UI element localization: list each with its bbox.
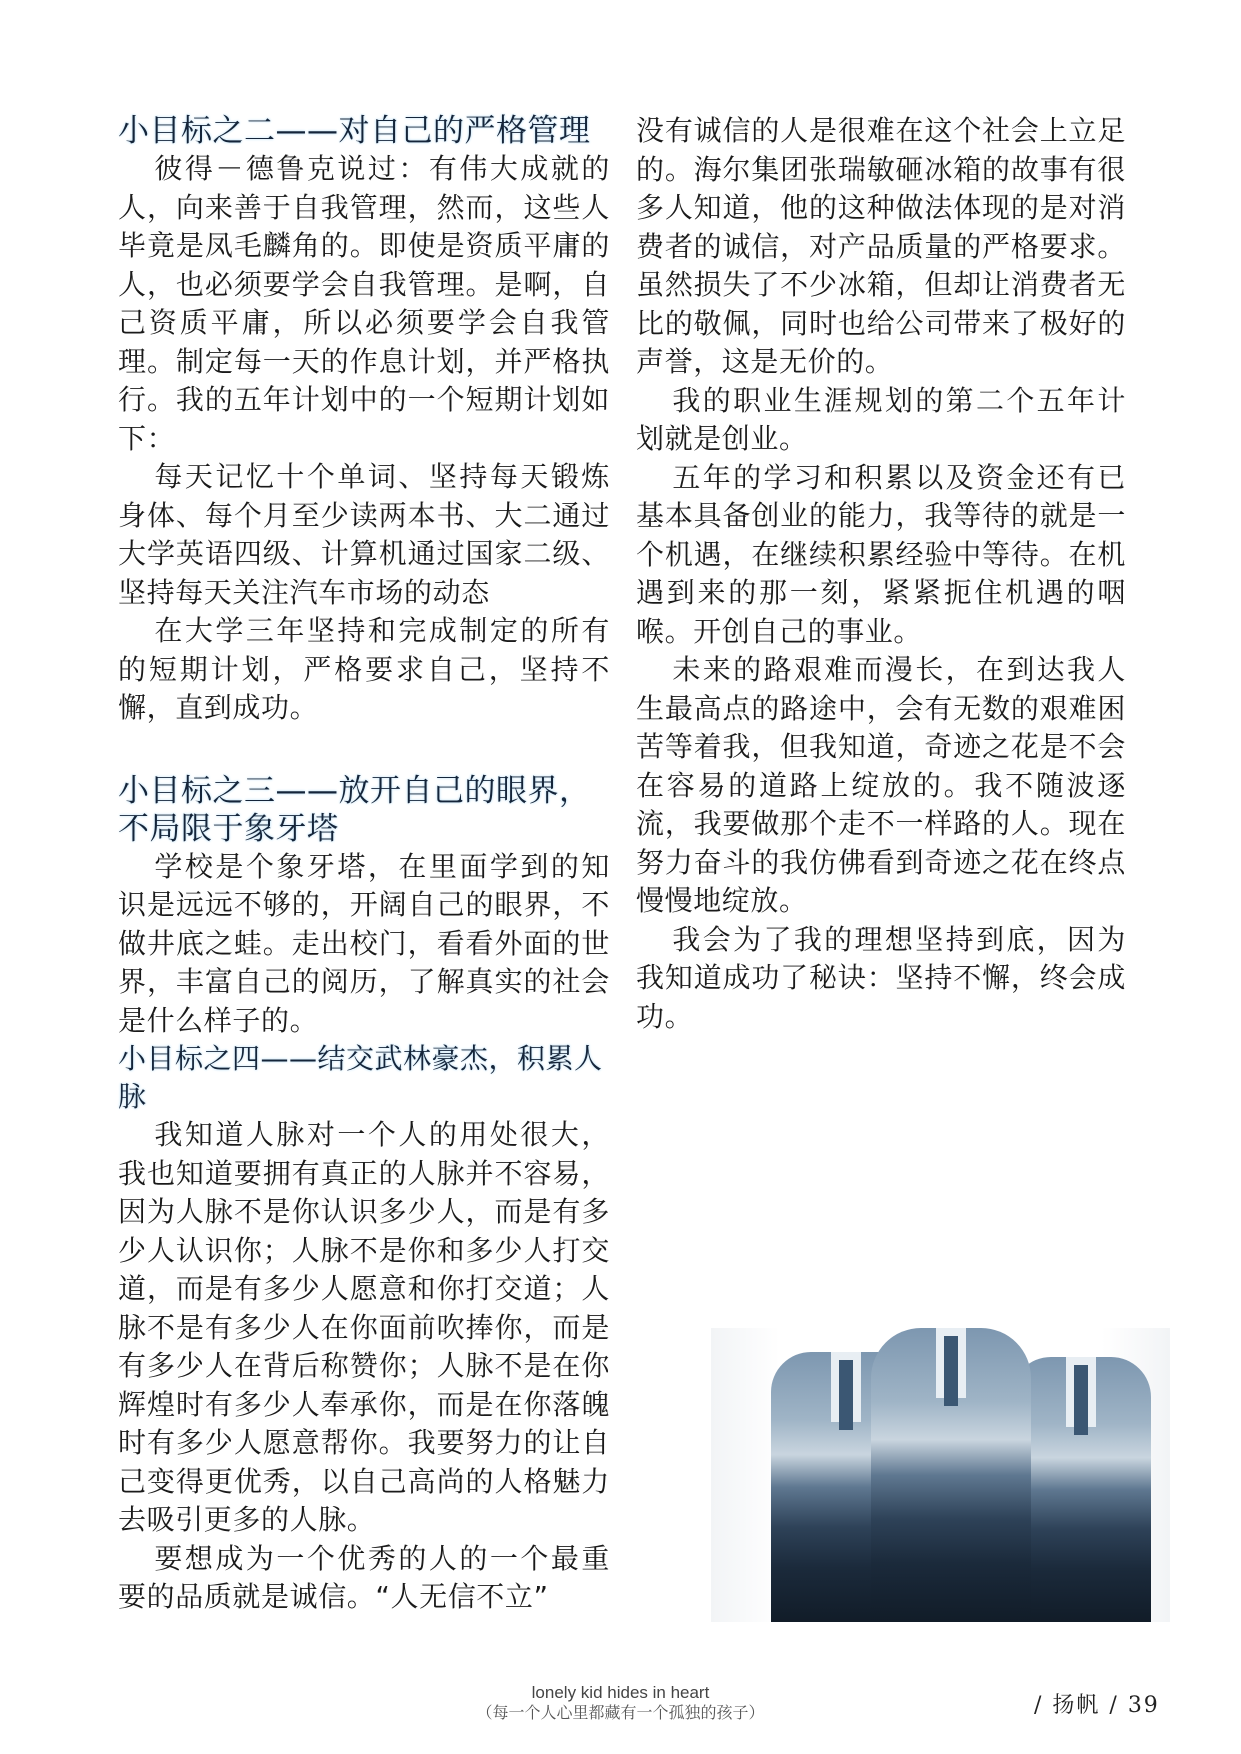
- businessmen-photo: [711, 1328, 1170, 1622]
- tagline-english: lonely kid hides in heart: [531, 1683, 710, 1702]
- paragraph: 没有诚信的人是很难在这个社会上立足的。海尔集团张瑞敏砸冰箱的故事有很多人知道，他的这种做法体现的是对消费者的诚信，对产品质量的严格要求。虽然损失了不少冰箱，但却让消费者无比的敬佩，同时也给公司带来了极好的声誉，这是无价的。: [636, 114, 1126, 378]
- paragraph: 我的职业生涯规划的第二个五年计划就是创业。: [636, 383, 1126, 455]
- paragraph: 彼得－德鲁克说过：有伟大成就的人，向来善于自我管理，然而，这些人毕竟是凤毛麟角的。即使是资质平庸的人，也必须要学会自我管理。是啊，自己资质平庸，所以必须要学会自我管理。制定每一天的作息计划，并严格执行。我的五年计划中的一个短期计划如下：: [118, 152, 610, 455]
- paragraph: 未来的路艰难而漫长，在到达我人生最高点的路途中，会有无数的艰难困苦等着我，但我知道，奇迹之花是不会在容易的道路上绽放的。我不随波逐流，我要做那个走不一样路的人。现在努力奋斗的我仿佛看到奇迹之花在终点慢慢地绽放。: [636, 653, 1126, 917]
- section-four-heading: 小目标之四——结交武林豪杰，积累人脉: [118, 1042, 603, 1113]
- paragraph: 我会为了我的理想坚持到底，因为我知道成功了秘诀：坚持不懈，终会成功。: [636, 922, 1126, 1033]
- page-folio: [1034, 1688, 1160, 1719]
- paragraph: 五年的学习和积累以及资金还有已基本具备创业的能力，我等待的就是一个机遇，在继续积累经验中等待。在机遇到来的那一刻，紧紧扼住机遇的咽喉。开创自己的事业。: [636, 460, 1126, 648]
- section-two-heading: 小目标之二——对自己的严格管理: [118, 113, 591, 149]
- section-label: / 扬帆 /: [1034, 1693, 1119, 1718]
- right-column: [636, 112, 1126, 1036]
- paragraph: 在大学三年坚持和完成制定的所有的短期计划，严格要求自己，坚持不懈，直到成功。: [118, 614, 610, 724]
- page-number: 39: [1127, 1693, 1160, 1718]
- left-column: [118, 112, 610, 1617]
- paragraph: 学校是个象牙塔，在里面学到的知识是远远不够的，开阔自己的眼界，不做井底之蛙。走出校门，看看外面的世界，丰富自己的阅历，了解真实的社会是什么样子的。: [118, 849, 610, 1037]
- spacer: [118, 728, 610, 772]
- section-three-heading: 小目标之三——放开自己的眼界，不局限于象牙塔: [118, 772, 591, 847]
- suit-figure-center: [871, 1328, 1031, 1622]
- tagline-chinese: （每一个人心里都藏有一个孤独的孩子）: [476, 1703, 765, 1722]
- paragraph: 要想成为一个优秀的人的一个最重要的品质就是诚信。“人无信不立”: [118, 1541, 610, 1613]
- suit-figure-right: [1011, 1357, 1151, 1622]
- paragraph: 我知道人脉对一个人的用处很大，我也知道要拥有真正的人脉并不容易，因为人脉不是你认识多少人，而是有多少人认识你；人脉不是你和多少人打交道，而是有多少人愿意和你打交道；人脉不是有多少人在你面前吹捧你，而是有多少人在背后称赞你；人脉不是在你辉煌时有多少人奉承你，而是在你落魄时有多少人愿意帮你。我要努力的让自己变得更优秀，以自己高尚的人格魅力去吸引更多的人脉。: [118, 1118, 610, 1536]
- paragraph: 每天记忆十个单词、坚持每天锻炼身体、每个月至少读两本书、大二通过大学英语四级、计算机通过国家二级、坚持每天关注汽车市场的动态: [118, 460, 610, 609]
